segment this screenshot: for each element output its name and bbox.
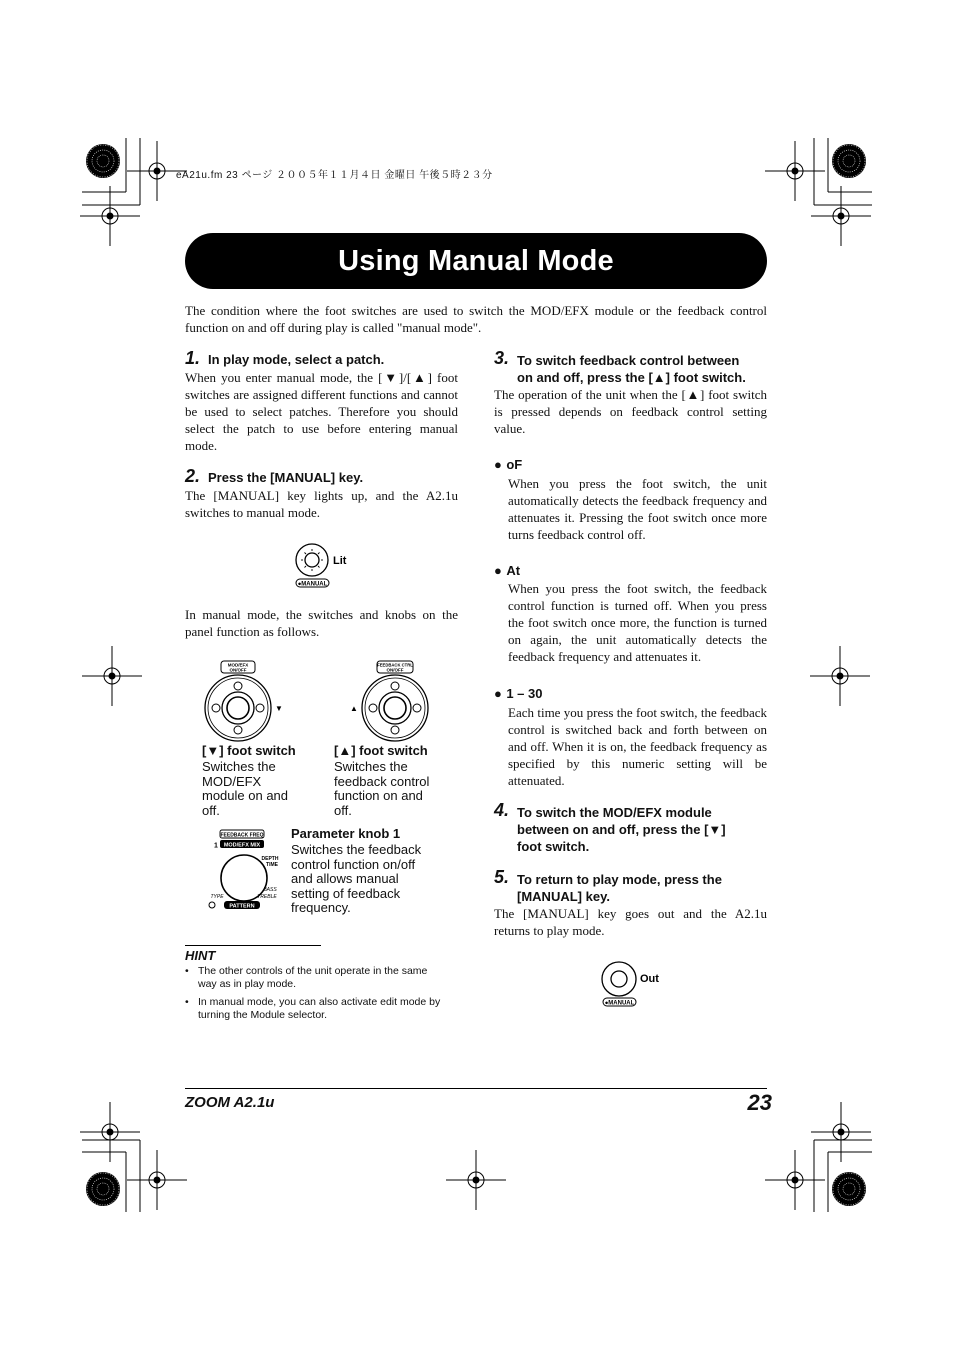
setting-of-body: When you press the foot switch, the unit automatically detects the feedback frequency and attenuates it. Pressing the foot switch once more turns feedback control off. [508,476,767,542]
step-heading [517,871,722,905]
heading-line: To switch the MOD/EFX module [517,805,712,820]
setting-name: oF [506,457,523,472]
knob-bass-label: BASS [263,887,277,893]
lit-label: Lit [333,555,347,567]
step-heading [517,804,726,855]
knob-number: 1 [214,842,218,850]
hint-rule [185,945,321,946]
foot-down-caption-body [202,760,322,818]
hint-line: The other controls of the unit operate in the same [198,965,428,977]
setting-at [494,562,520,580]
heading-line: To switch feedback control between [517,353,740,368]
knob-type-label: TYPE [210,894,224,900]
down-arrow-icon: ▼ [275,704,283,713]
caption-line: setting of feedback [291,885,401,901]
footer-model: ZOOM A2.1u [185,1094,275,1111]
caption-line: Switches the [334,759,408,774]
foot-down-label-2: ON/OFF [229,667,247,673]
step-3 [494,348,768,386]
knob-pattern-label: PATTERN [229,903,255,910]
manual-key-lit-illustration [285,538,365,590]
caption-line: Switches the [202,759,276,774]
setting-name: 1 – 30 [506,686,543,701]
hint-title: HINT [185,948,216,963]
caption-line: module on and [202,788,289,803]
setting-name: At [506,563,521,578]
step-number: 5. [494,867,510,887]
step-number: 2. [185,466,201,486]
step-2-body: The [MANUAL] key lights up, and the A2.1u switches to manual mode. [185,488,458,520]
up-arrow-icon: ▲ [350,704,358,713]
knob-time-label: TIME [266,862,278,868]
caption-line: control function on/off [291,856,416,872]
step-number: 4. [494,800,510,820]
caption-line: frequency. [291,900,351,915]
foot-down-caption [202,743,322,818]
step-4 [494,800,768,855]
caption-line: function on and [334,788,423,803]
knob-depth-label: DEPTH [261,856,279,862]
panel-function-text: In manual mode, the switches and knobs on the panel function as follows. [185,607,458,639]
caption-line: off. [334,802,352,818]
bullet-icon: ● [494,686,502,701]
manual-key-label: ●MANUAL [297,581,328,588]
step-heading [517,352,746,386]
page-number: 23 [747,1090,772,1115]
knob-feedback-label: FEEDBACK FREQ [220,832,264,839]
foot-switch-up-illustration [346,658,442,746]
hint-item [185,996,459,1022]
heading-line: on and off, press the [▲] foot switch. [517,370,746,385]
heading-line: To return to play mode, press the [517,872,722,887]
hint-text [198,965,427,991]
heading-line: [MANUAL] key. [517,889,610,904]
hint-line: turning the Module selector. [198,1009,327,1021]
manual-key-out-illustration [592,956,672,1010]
foot-up-label-1: FEEDBACK CTRL [377,662,413,668]
step-heading: In play mode, select a patch. [208,352,385,367]
foot-up-caption-title: [▲] foot switch [334,743,428,758]
step-3-body: The operation of the unit when the [▲] foot switch is pressed depends on feedback control setting value. [494,387,767,436]
hint-bullet: • [185,965,189,977]
foot-switch-down-illustration [196,658,292,746]
hint-list [185,965,459,1022]
out-label: Out [640,973,659,985]
setting-1-30-body: Each time you press the foot switch, the feedback control is switched back and forth between on and off. When it is on, the feedback frequency as specified by this numeric setting will be attenuated. [508,705,767,788]
file-header: eA21u.fm 23 ページ ２００５年１１月４日 金曜日 午後５時２３分 [176,170,493,181]
param-knob-caption-body [291,843,451,916]
manual-key-label: ●MANUAL [604,1000,635,1007]
caption-line: off. [202,802,220,818]
caption-line: Switches the feedback [291,842,422,857]
heading-line: between on and off, press the [▼] [517,822,726,837]
bullet-icon: ● [494,457,502,472]
caption-line: and allows manual [291,871,399,886]
foot-up-caption [334,743,458,818]
hint-line: In manual mode, you can also activate edit mode by [198,996,441,1008]
hint-bullet: • [185,996,189,1008]
hint-text [198,996,440,1022]
step-1 [185,348,459,369]
knob-mod-label: MOD/EFX MIX [223,842,261,849]
caption-line: MOD/EFX [202,773,262,789]
step-number: 3. [494,348,510,368]
param-knob-caption-title: Parameter knob 1 [291,826,401,841]
hint-line: way as in play mode. [198,978,297,990]
foot-down-label-1: MOD/EFX [227,662,249,668]
foot-down-caption-title: [▼] foot switch [202,743,296,758]
step-2 [185,466,459,487]
step-number: 1. [185,348,201,368]
foot-up-label-2: ON/OFF [386,667,404,673]
knob-treble-label: TREBLE [257,894,277,900]
step-5 [494,867,768,905]
param-knob-caption [291,826,451,916]
intro-paragraph: The condition where the foot switches are used to switch the MOD/EFX module or the feedback control function on and off during play is called "manual mode". [185,303,767,335]
caption-line: feedback control [334,773,430,789]
setting-of [494,456,522,474]
bullet-icon: ● [494,563,502,578]
setting-1-30 [494,685,542,703]
hint-item [185,965,459,991]
heading-line: foot switch. [517,839,590,854]
page-title: Using Manual Mode [338,244,614,277]
parameter-knob-illustration [204,826,286,916]
setting-at-body: When you press the foot switch, the feedback control function is turned off. When you press the foot switch once more, the function is turned on again, the unit automatically detects the feedback frequency and attenuates it. [508,581,767,664]
page-title-bar [185,233,767,289]
step-5-body: The [MANUAL] key goes out and the A2.1u returns to play mode. [494,906,767,938]
step-heading: Press the [MANUAL] key. [208,470,364,485]
footer-rule [185,1088,767,1089]
step-1-body: When you enter manual mode, the [▼]/[▲] foot switches are assigned different functions and cannot be used to select patches. Therefore you should select the patch to use before entering manual mode. [185,370,458,453]
foot-up-caption-body [334,760,458,818]
